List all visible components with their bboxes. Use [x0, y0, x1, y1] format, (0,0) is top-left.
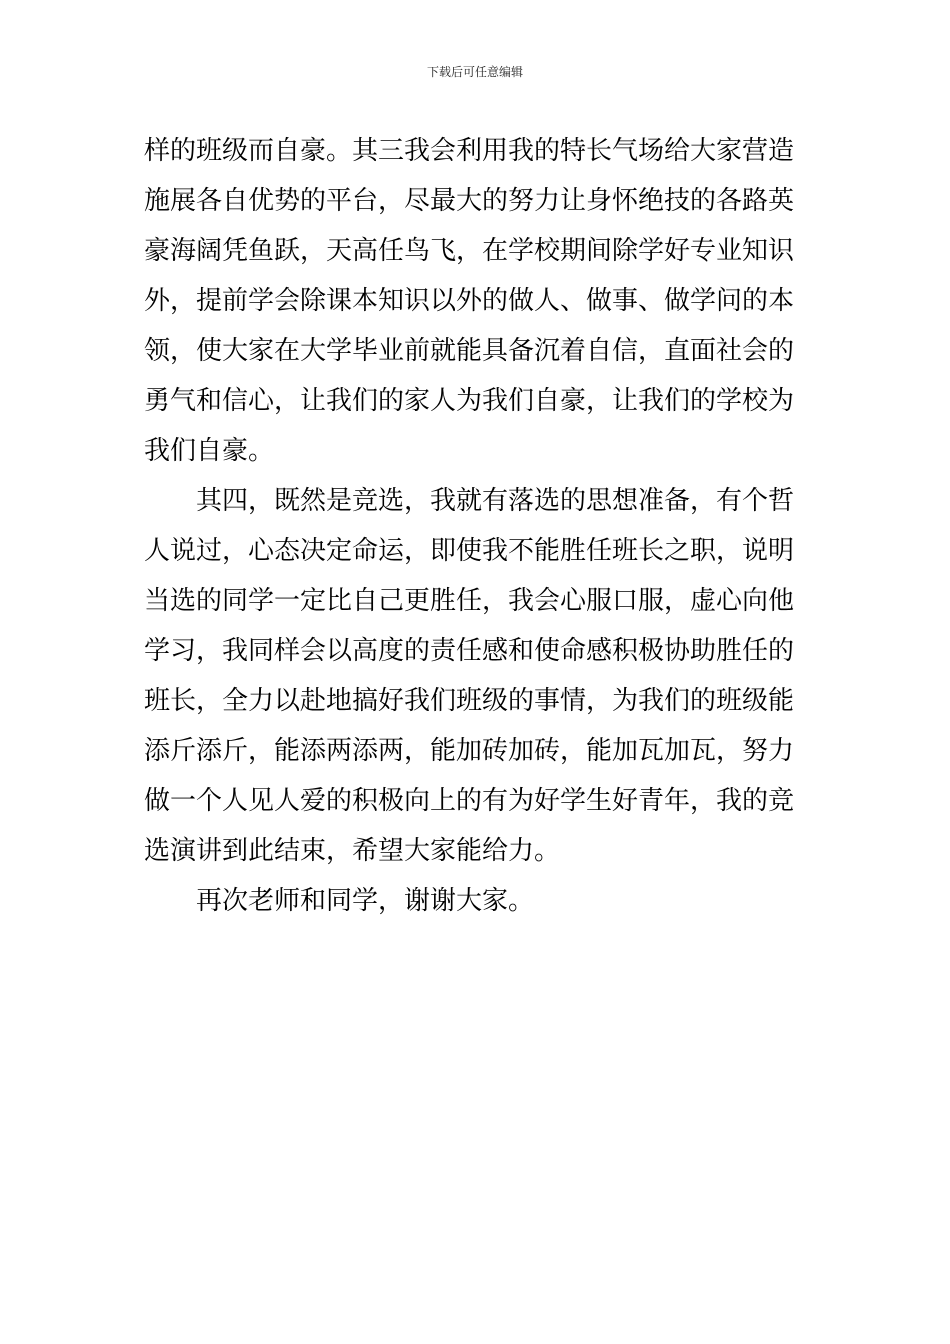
text-line: 豪海阔凭鱼跃，天高任鸟飞，在学校期间除学好专业知识 — [144, 236, 795, 266]
paragraph-1 — [144, 126, 809, 476]
text-line: 领，使大家在大学毕业前就能具备沉着自信，直面社会的 — [144, 336, 795, 366]
text-line: 再次老师和同学，谢谢大家。 — [196, 886, 535, 916]
text-line: 添斤添斤，能添两添两，能加砖加砖，能加瓦加瓦，努力 — [144, 736, 795, 766]
text-line: 样的班级而自豪。其三我会利用我的特长气场给大家营造 — [144, 136, 795, 166]
text-line: 做一个人见人爱的积极向上的有为好学生好青年，我的竞 — [144, 786, 795, 816]
text-line: 选演讲到此结束，希望大家能给力。 — [144, 836, 561, 866]
page-header-note: 下载后可任意编辑 — [426, 65, 523, 79]
text-line: 其四，既然是竞选，我就有落选的思想准备，有个哲 — [196, 486, 795, 516]
text-line: 施展各自优势的平台，尽最大的努力让身怀绝技的各路英 — [144, 186, 795, 216]
text-line: 人说过，心态决定命运，即使我不能胜任班长之职，说明 — [144, 536, 795, 566]
paragraph-3 — [144, 876, 809, 926]
text-line: 外，提前学会除课本知识以外的做人、做事、做学问的本 — [144, 286, 795, 316]
text-line: 勇气和信心，让我们的家人为我们自豪，让我们的学校为 — [144, 386, 795, 416]
text-line: 我们自豪。 — [144, 436, 275, 466]
text-line: 班长，全力以赴地搞好我们班级的事情，为我们的班级能 — [144, 686, 795, 716]
document-body — [144, 126, 809, 926]
text-line: 学习，我同样会以高度的责任感和使命感积极协助胜任的 — [144, 636, 795, 666]
text-line: 当选的同学一定比自己更胜任，我会心服口服，虚心向他 — [144, 586, 795, 616]
paragraph-2 — [144, 476, 809, 876]
